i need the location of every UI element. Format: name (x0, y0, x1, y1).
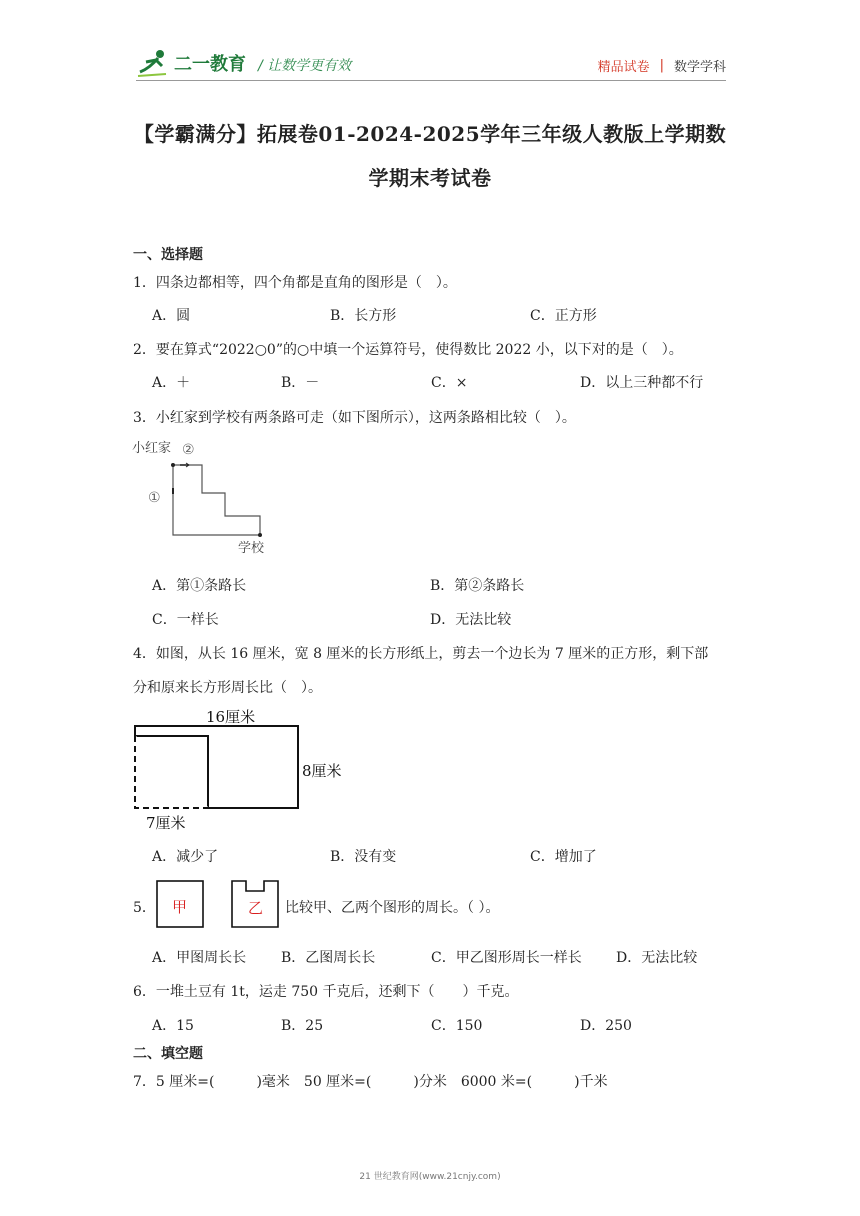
q4-side-label: 7厘米 (146, 814, 186, 832)
section-choice: 一、选择题 (133, 247, 203, 263)
q3-route-figure (130, 436, 280, 558)
question-6: 6．一堆土豆有 1t，运走 750 千克后，还剩下（ ）千克。 (133, 984, 519, 1000)
question-4-line1: 4．如图，从长 16 厘米，宽 8 厘米的长方形纸上，剪去一个边长为 7 厘米的正方形，剩下部 (133, 646, 709, 662)
q5-yi-label: 乙 (248, 899, 264, 917)
question-1: 1．四条边都相等，四个角都是直角的图形是（ ）。 (133, 275, 457, 291)
q2-option-b: B．－ (281, 375, 320, 391)
q4-width-label: 8厘米 (302, 762, 342, 780)
q4-option-a: A．减少了 (152, 849, 219, 865)
header-divider (136, 80, 726, 81)
header-label-subject: 数学学科 (673, 60, 726, 75)
q1-option-a: A．圆 (152, 308, 191, 324)
q6-option-d: D．250 (580, 1018, 632, 1034)
q5-option-d: D．无法比较 (616, 950, 698, 966)
q6-option-b: B．25 (281, 1018, 324, 1034)
section-fill-blank: 二、填空题 (133, 1046, 203, 1062)
header-right (598, 56, 726, 75)
q3-option-c: C．一样长 (152, 612, 219, 628)
runner-logo-icon (136, 48, 172, 78)
q6-option-c: C．150 (431, 1018, 483, 1034)
q5-option-b: B．乙图周长长 (281, 950, 376, 966)
question-5: 比较甲、乙两个图形的周长。（ ）。 (285, 900, 500, 916)
q3-route2-label: ② (182, 442, 195, 458)
q3-home-label: 小红家 (132, 441, 172, 456)
question-4-line2: 分和原来长方形周长比（ ）。 (133, 680, 322, 696)
q5-option-c: C．甲乙图形周长一样长 (431, 950, 582, 966)
q4-length-label: 16厘米 (206, 708, 256, 726)
q5-jia-label: 甲 (172, 898, 188, 916)
slogan: / 让数学更有效 (258, 58, 352, 74)
q4-rectangle-figure (128, 704, 358, 836)
q2-option-a: A．＋ (152, 375, 191, 391)
logo (136, 48, 246, 78)
q1-option-c: C．正方形 (530, 308, 597, 324)
q3-option-d: D．无法比较 (430, 612, 512, 628)
q3-school-label: 学校 (238, 541, 265, 556)
q2-option-c: C．× (431, 375, 468, 391)
q3-option-a: A．第①条路长 (152, 578, 247, 594)
header-label-premium: 精品试卷 (597, 60, 650, 75)
question-2: 2．要在算式“2022○0”的○中填一个运算符号，使得数比 2022 小，以下对的是（ ）。 (133, 342, 683, 358)
logo-text: 二一教育 (174, 54, 246, 75)
q4-option-c: C．增加了 (530, 849, 597, 865)
page-title-line2: 学期末考试卷 (368, 166, 492, 190)
q3-option-b: B．第②条路长 (430, 578, 525, 594)
q6-option-a: A．15 (152, 1018, 194, 1034)
q5-shapes-figure (154, 877, 284, 931)
q1-option-b: B．长方形 (330, 308, 397, 324)
q3-route1-label: ① (148, 490, 161, 506)
q4-option-b: B．没有变 (330, 849, 397, 865)
question-5-number: 5． (133, 900, 156, 916)
page-title-line1: 【学霸满分】拓展卷01-2024-2025学年三年级人教版上学期数 (133, 122, 727, 146)
question-3: 3．小红家到学校有两条路可走（如下图所示），这两条路相比较（ ）。 (133, 410, 576, 426)
q2-option-d: D．以上三种都不行 (580, 375, 704, 391)
page-footer: 21 世纪教育网(www.21cnjy.com) (359, 1172, 501, 1182)
header-separator: | (659, 58, 664, 73)
q5-option-a: A．甲图周长长 (152, 950, 247, 966)
question-7: 7．5 厘米=( )毫米 50 厘米=( )分米 6000 米=( )千米 (133, 1074, 608, 1090)
